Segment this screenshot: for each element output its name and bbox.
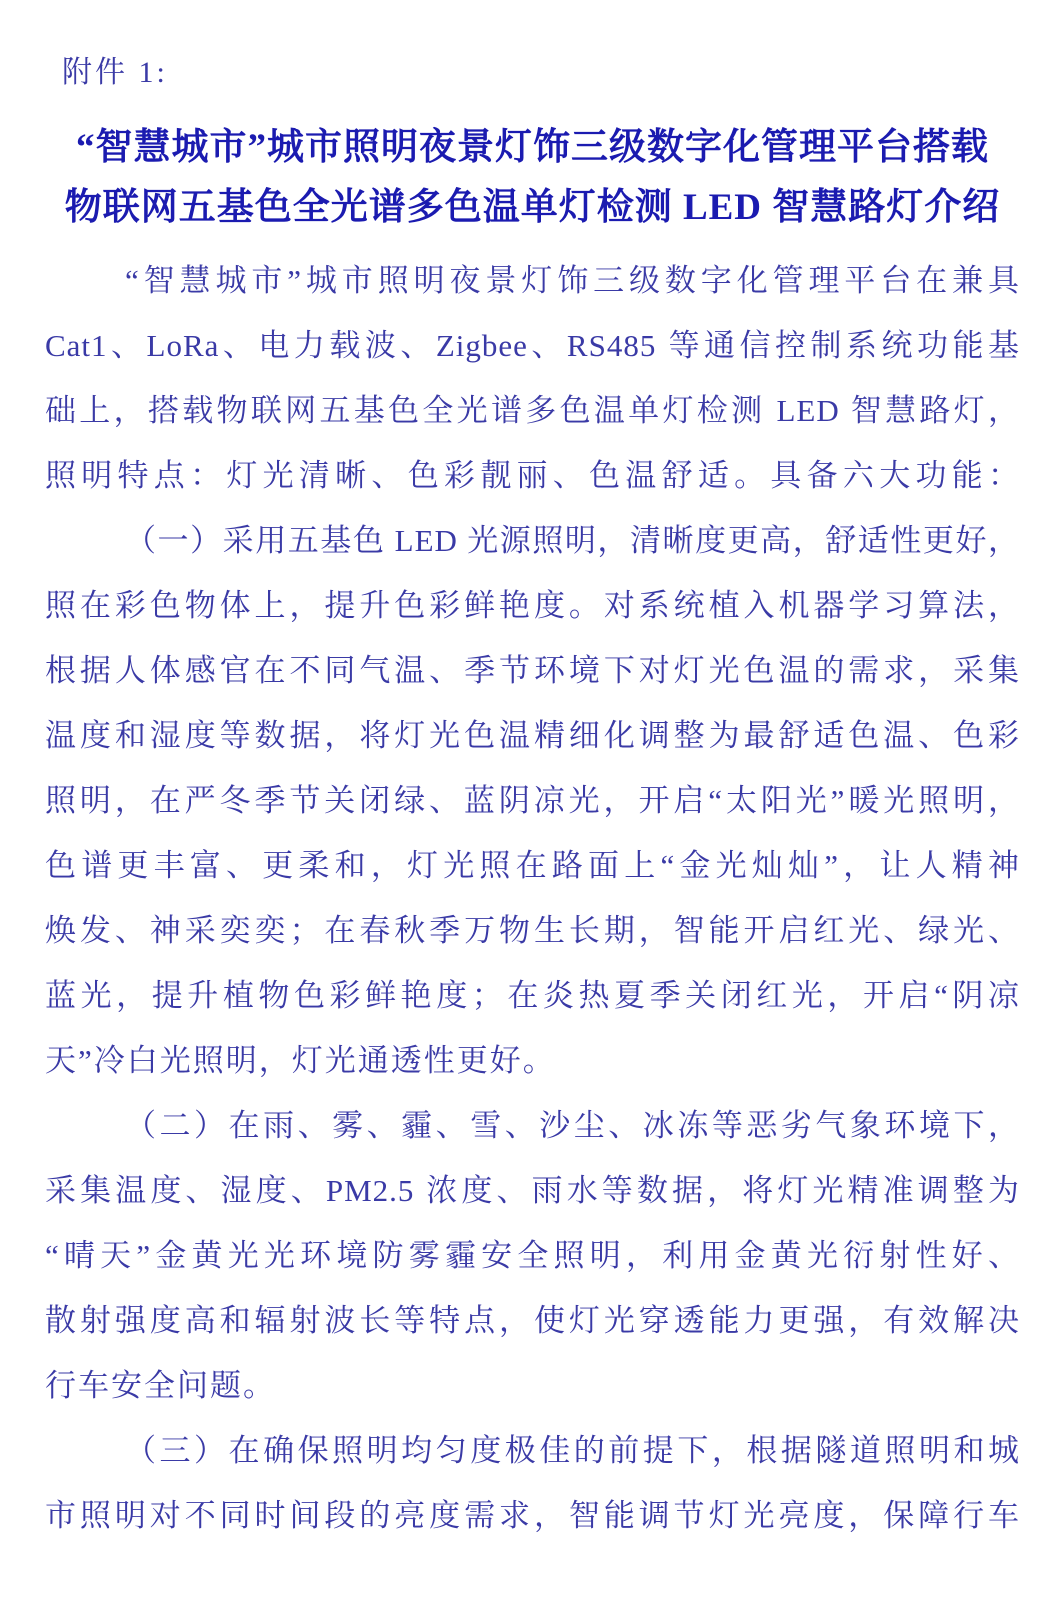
text-line: 行车安全问题。 — [45, 1368, 276, 1403]
paragraph — [45, 248, 1020, 508]
text-line: “智慧城市”城市照明夜景灯饰三级数字化管理平台在兼具 — [125, 263, 1020, 298]
text-line: 温度和湿度等数据，将灯光色温精细化调整为最舒适色温、色彩 — [45, 718, 1020, 753]
text-line: “晴天”金黄光光环境防雾霾安全照明，利用金黄光衍射性好、 — [45, 1238, 1020, 1273]
paragraph — [45, 1418, 1020, 1548]
text-line: 市照明对不同时间段的亮度需求，智能调节灯光亮度，保障行车 — [45, 1498, 1020, 1533]
document-title-line-2: 物联网五基色全光谱多色温单灯检测 LED 智慧路灯介绍 — [64, 187, 1001, 228]
text-line: 根据人体感官在不同气温、季节环境下对灯光色温的需求，采集 — [45, 653, 1020, 688]
text-line: 蓝光，提升植物色彩鲜艳度；在炎热夏季关闭红光，开启“阴凉 — [45, 978, 1020, 1013]
text-line: 采集温度、湿度、PM2.5 浓度、雨水等数据，将灯光精准调整为 — [45, 1173, 1020, 1208]
text-line: 照明，在严冬季节关闭绿、蓝阴凉光，开启“太阳光”暖光照明， — [45, 783, 1020, 818]
paragraph — [45, 508, 1020, 1093]
paragraph — [45, 1093, 1020, 1418]
document-title — [45, 118, 1020, 238]
text-line: 照明特点：灯光清晰、色彩靓丽、色温舒适。具备六大功能： — [45, 458, 1020, 493]
text-line: 照在彩色物体上，提升色彩鲜艳度。对系统植入机器学习算法， — [45, 588, 1020, 623]
text-line: 天”冷白光照明，灯光通透性更好。 — [45, 1043, 556, 1078]
text-line: 焕发、神采奕奕；在春秋季万物生长期，智能开启红光、绿光、 — [45, 913, 1020, 948]
document-title-line-1: “智慧城市”城市照明夜景灯饰三级数字化管理平台搭载 — [76, 127, 989, 168]
text-line: 色谱更丰富、更柔和，灯光照在路面上“金光灿灿”，让人精神 — [45, 848, 1020, 883]
text-line: Cat1、LoRa、电力载波、Zigbee、RS485 等通信控制系统功能基 — [45, 328, 1020, 363]
document-body — [45, 248, 1020, 1548]
attachment-label: 附件 1: — [62, 56, 168, 89]
text-line: （二）在雨、雾、霾、雪、沙尘、冰冻等恶劣气象环境下， — [125, 1108, 1020, 1143]
text-line: 础上，搭载物联网五基色全光谱多色温单灯检测 LED 智慧路灯， — [45, 393, 1020, 428]
text-line: （三）在确保照明均匀度极佳的前提下，根据隧道照明和城 — [125, 1433, 1020, 1468]
text-line: （一）采用五基色 LED 光源照明，清晰度更高，舒适性更好， — [125, 523, 1020, 558]
text-line: 散射强度高和辐射波长等特点，使灯光穿透能力更强，有效解决 — [45, 1303, 1020, 1338]
